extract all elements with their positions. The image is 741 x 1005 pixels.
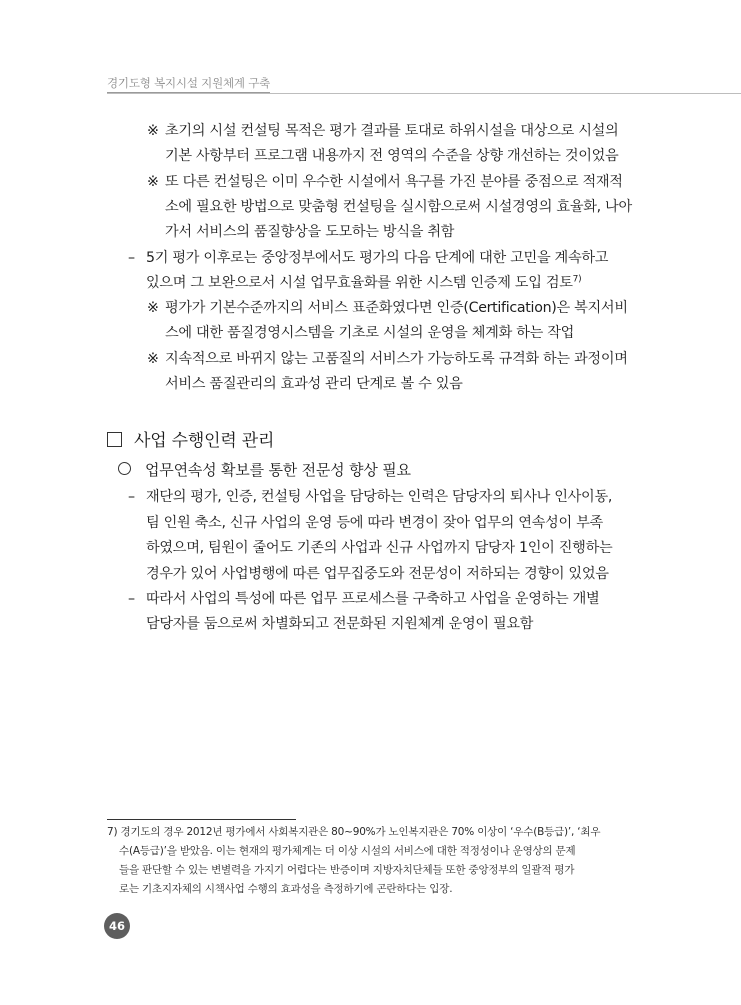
block1-item2-line2: 소에 필요한 방법으로 맞춤형 컨설팅을 실시함으로써 시설경영의 효율화, 나아 [165, 199, 632, 215]
footnote-line1: 7) 경기도의 경우 2012년 평가에서 사회복지관은 80~90%가 노인복지관은 70% 이상이 ‘우수(B등급)’, ‘최우 [107, 826, 601, 838]
circle-bullet-icon [118, 462, 131, 475]
block1-item2-line3: 가서 서비스의 품질향상을 도모하는 방식을 취함 [165, 224, 455, 240]
point2-line1: – 따라서 사업의 특성에 따른 업무 프로세스를 구축하고 사업을 운영하는 개별 [128, 591, 600, 607]
dash-bullet: – [128, 250, 135, 266]
block2-line1: – 5기 평가 이후로는 중앙정부에서도 평가의 다음 단계에 대한 고민을 계속하고 [128, 250, 609, 266]
square-bullet-icon [107, 432, 122, 447]
header-rule [107, 93, 741, 94]
block2-sub2-line2: 서비스 품질관리의 효과성 관리 단계로 볼 수 있음 [165, 376, 463, 392]
block2-line2: 있으며 그 보완으로서 시설 업무효율화를 위한 시스템 인증제 도입 검토$^{7)}$ [146, 274, 582, 291]
block2-sub1-line2: 스에 대한 품질경영시스템을 기초로 시설의 운영을 체계화 하는 작업 [165, 325, 575, 341]
point1-line3: 하였으며, 팀원이 줄어도 기존의 사업과 신규 사업까지 담당자 1인이 진행하는 [146, 540, 613, 556]
dash-bullet: – [128, 489, 135, 505]
section-heading: 사업 수행인력 관리 [107, 426, 274, 451]
page-number-badge: 46 [104, 913, 130, 939]
point1-line2: 팀 인원 축소, 신규 사업의 운영 등에 따라 변경이 잦아 업무의 연속성이 부족 [146, 515, 603, 531]
reference-mark: ※ [147, 123, 159, 139]
block1-item1-line2: 기본 사항부터 프로그램 내용까지 전 영역의 수준을 상향 개선하는 것이었음 [165, 148, 619, 164]
footnote-rule [107, 819, 296, 820]
section-subheading: 업무연속성 확보를 통한 전문성 향상 필요 [118, 459, 411, 480]
block2-sub1-line1: ※ 평가가 기본수준까지의 서비스 표준화였다면 인증(Certification)은 복지서비 [147, 300, 628, 316]
point1-line1: – 재단의 평가, 인증, 컨설팅 사업을 담당하는 인력은 담당자의 퇴사나 인사이동, [128, 489, 613, 505]
reference-mark: ※ [147, 174, 159, 190]
reference-mark: ※ [147, 300, 159, 316]
block1-item2-line1: ※ 또 다른 컨설팅은 이미 우수한 시설에서 욕구를 가진 분야를 중점으로 적재적 [147, 174, 623, 190]
footnote-reference[interactable]: 7) [572, 274, 582, 285]
point2-line2: 담당자를 둠으로써 차별화되고 전문화된 지원체계 운영이 필요함 [146, 616, 534, 632]
footnote-line4: 로는 기초지자체의 시책사업 수행의 효과성을 측정하기에 곤란하다는 입장. [119, 883, 453, 895]
footnote-line2: 수(A등급)’을 받았음. 이는 현재의 평가체계는 더 이상 시설의 서비스에 대한 적정성이나 운영상의 문제 [119, 845, 576, 857]
dash-bullet: – [128, 591, 135, 607]
reference-mark: ※ [147, 351, 159, 367]
block1-item1-line1: ※ 초기의 시설 컨설팅 목적은 평가 결과를 토대로 하위시설을 대상으로 시설의 [147, 123, 619, 139]
block2-sub2-line1: ※ 지속적으로 바뀌지 않는 고품질의 서비스가 가능하도록 규격화 하는 과정이며 [147, 351, 628, 367]
point1-line4: 경우가 있어 사업병행에 따른 업무집중도와 전문성이 저하되는 경향이 있었음 [146, 566, 609, 582]
running-header-title: 경기도형 복지시설 지원체계 구축 [107, 76, 271, 90]
footnote-line3: 들을 판단할 수 있는 변별력을 가지기 어렵다는 반증이며 지방자치단체들 또한 중앙정부의 일괄적 평가 [119, 864, 575, 876]
